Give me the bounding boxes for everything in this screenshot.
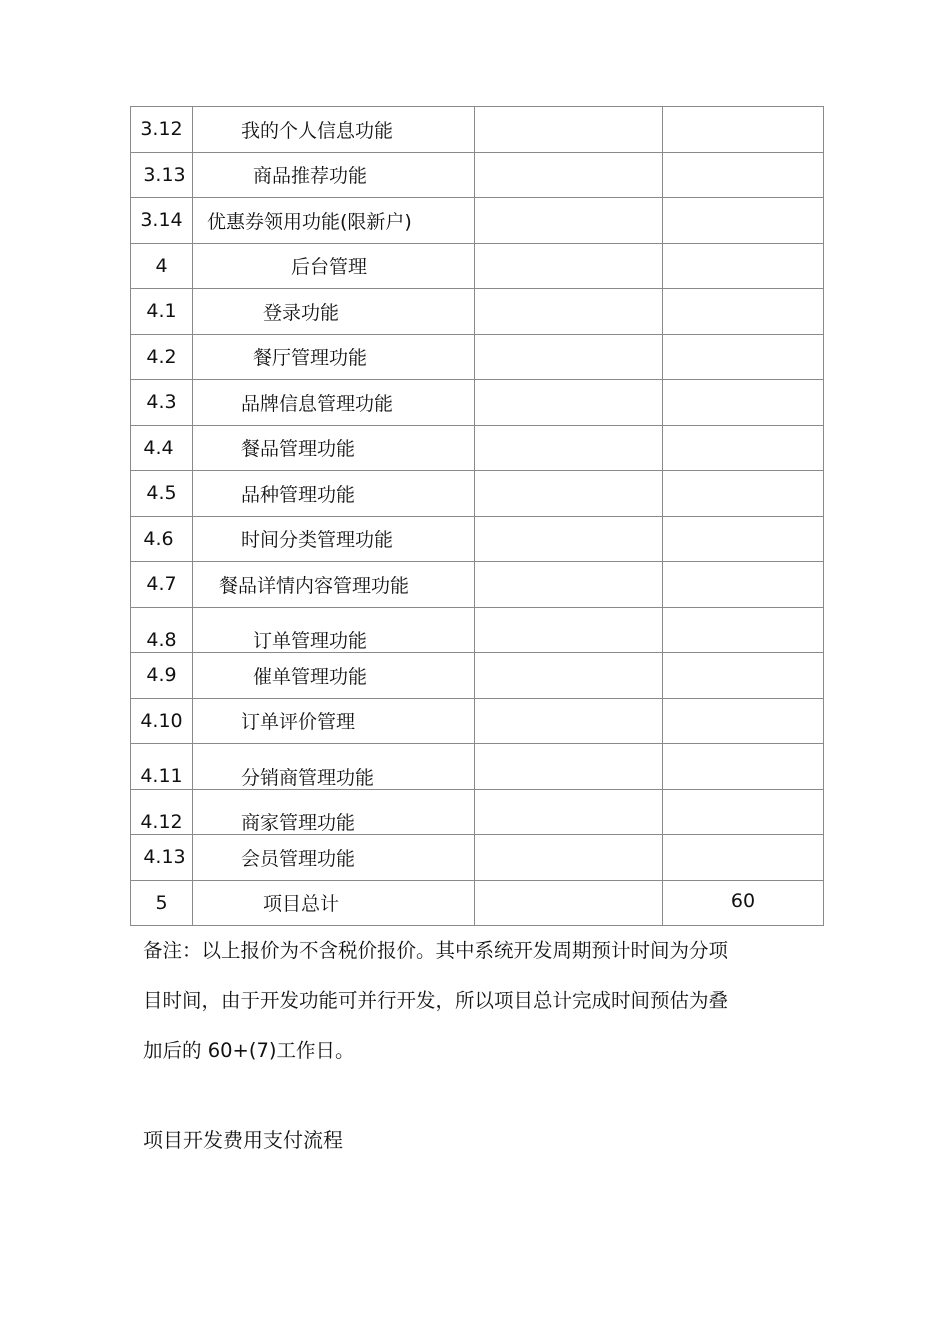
days-cell xyxy=(663,835,824,881)
duration-cell xyxy=(475,744,663,790)
days-cell xyxy=(663,562,824,608)
duration-cell xyxy=(475,198,663,244)
row-number-cell xyxy=(131,880,193,926)
function-name-cell xyxy=(193,653,475,699)
row-number-cell xyxy=(131,425,193,471)
days-value: 60 xyxy=(730,889,756,912)
quotation-table xyxy=(130,106,824,926)
remark-line-1: 备注：以上报价为不含税价报价。其中系统开发周期预计时间为分项 xyxy=(143,939,729,962)
row-number: 4.12 xyxy=(140,810,183,833)
duration-cell xyxy=(475,835,663,881)
row-number: 5 xyxy=(155,891,168,914)
duration-cell xyxy=(475,471,663,517)
row-number: 4.8 xyxy=(146,628,177,651)
row-number: 4.10 xyxy=(140,709,183,732)
row-number: 3.14 xyxy=(140,209,183,232)
row-number-cell xyxy=(131,744,193,790)
function-name-cell xyxy=(193,152,475,198)
function-name-cell xyxy=(193,289,475,335)
table-row xyxy=(131,516,824,562)
function-name-cell xyxy=(193,380,475,426)
table-row xyxy=(131,835,824,881)
function-name: 项目总计 xyxy=(263,893,340,916)
row-number-cell xyxy=(131,471,193,517)
table-row xyxy=(131,334,824,380)
function-name-cell xyxy=(193,789,475,835)
function-name-cell xyxy=(193,835,475,881)
function-name: 餐品管理功能 xyxy=(241,438,356,461)
duration-cell xyxy=(475,289,663,335)
row-number: 4.2 xyxy=(146,345,177,368)
duration-cell xyxy=(475,789,663,835)
function-name-cell xyxy=(193,744,475,790)
row-number: 4.3 xyxy=(146,391,177,414)
table-row xyxy=(131,607,824,653)
function-name-cell xyxy=(193,607,475,653)
days-cell xyxy=(663,607,824,653)
function-name: 时间分类管理功能 xyxy=(241,529,394,552)
row-number: 4.11 xyxy=(140,765,183,788)
table-row xyxy=(131,380,824,426)
days-cell xyxy=(663,789,824,835)
function-name-cell xyxy=(193,880,475,926)
days-cell xyxy=(663,152,824,198)
days-cell xyxy=(663,334,824,380)
function-name-cell xyxy=(193,198,475,244)
function-name: 会员管理功能 xyxy=(241,847,356,870)
row-number-cell xyxy=(131,152,193,198)
function-name: 餐品详情内容管理功能 xyxy=(219,574,410,597)
days-cell xyxy=(663,425,824,471)
days-cell xyxy=(663,107,824,153)
duration-cell xyxy=(475,334,663,380)
function-name: 商品推荐功能 xyxy=(253,165,368,188)
days-cell xyxy=(663,243,824,289)
duration-cell xyxy=(475,243,663,289)
row-number-cell xyxy=(131,289,193,335)
table-row xyxy=(131,744,824,790)
table-row xyxy=(131,198,824,244)
duration-cell xyxy=(475,107,663,153)
row-number: 3.12 xyxy=(140,118,183,141)
days-cell xyxy=(663,380,824,426)
function-name: 催单管理功能 xyxy=(253,665,368,688)
function-name: 品种管理功能 xyxy=(241,483,356,506)
remark-note xyxy=(143,926,793,1076)
function-name: 分销商管理功能 xyxy=(241,766,375,789)
days-cell xyxy=(663,880,824,926)
remark-line-3: 加后的 60+(7)工作日。 xyxy=(143,1039,355,1062)
row-number: 4.6 xyxy=(143,527,174,550)
remark-line-2: 目时间，由于开发功能可并行开发，所以项目总计完成时间预估为叠 xyxy=(143,989,729,1012)
days-cell xyxy=(663,516,824,562)
function-name: 后台管理 xyxy=(291,256,368,279)
row-number: 4.7 xyxy=(146,573,177,596)
quotation-table-body xyxy=(131,107,824,926)
row-number-cell xyxy=(131,607,193,653)
function-name-cell xyxy=(193,243,475,289)
duration-cell xyxy=(475,380,663,426)
duration-cell xyxy=(475,653,663,699)
row-number: 4.4 xyxy=(143,436,174,459)
row-number: 4 xyxy=(155,254,168,277)
function-name-cell xyxy=(193,471,475,517)
days-cell xyxy=(663,289,824,335)
table-row xyxy=(131,289,824,335)
table-row xyxy=(131,653,824,699)
row-number-cell xyxy=(131,107,193,153)
section-title-payment-process: 项目开发费用支付流程 xyxy=(143,1128,343,1152)
row-number-cell xyxy=(131,653,193,699)
function-name: 品牌信息管理功能 xyxy=(241,392,394,415)
function-name: 商家管理功能 xyxy=(241,812,356,835)
row-number-cell xyxy=(131,334,193,380)
row-number-cell xyxy=(131,380,193,426)
table-row xyxy=(131,789,824,835)
function-name: 餐厅管理功能 xyxy=(253,347,368,370)
table-row xyxy=(131,152,824,198)
function-name-cell xyxy=(193,107,475,153)
duration-cell xyxy=(475,698,663,744)
row-number-cell xyxy=(131,789,193,835)
table-row xyxy=(131,107,824,153)
table-row xyxy=(131,243,824,289)
row-number-cell xyxy=(131,516,193,562)
row-number-cell xyxy=(131,562,193,608)
function-name-cell xyxy=(193,334,475,380)
days-cell xyxy=(663,653,824,699)
row-number: 4.5 xyxy=(146,482,177,505)
row-number-cell xyxy=(131,243,193,289)
row-number-cell xyxy=(131,698,193,744)
function-name-cell xyxy=(193,562,475,608)
row-number: 4.1 xyxy=(146,300,177,323)
function-name-cell xyxy=(193,516,475,562)
table-row xyxy=(131,880,824,926)
function-name: 我的个人信息功能 xyxy=(241,119,394,142)
row-number: 3.13 xyxy=(143,163,186,186)
days-cell xyxy=(663,198,824,244)
row-number: 4.13 xyxy=(143,846,186,869)
function-name-cell xyxy=(193,425,475,471)
function-name: 登录功能 xyxy=(263,301,340,324)
row-number-cell xyxy=(131,198,193,244)
function-name-cell xyxy=(193,698,475,744)
duration-cell xyxy=(475,516,663,562)
duration-cell xyxy=(475,562,663,608)
function-name: 订单评价管理 xyxy=(241,711,356,734)
row-number-cell xyxy=(131,835,193,881)
table-row xyxy=(131,471,824,517)
days-cell xyxy=(663,744,824,790)
duration-cell xyxy=(475,425,663,471)
table-row xyxy=(131,698,824,744)
duration-cell xyxy=(475,152,663,198)
table-row xyxy=(131,425,824,471)
function-name: 订单管理功能 xyxy=(253,630,368,653)
days-cell xyxy=(663,471,824,517)
function-name: 优惠券领用功能(限新户) xyxy=(207,210,412,233)
row-number: 4.9 xyxy=(146,664,177,687)
table-row xyxy=(131,562,824,608)
days-cell xyxy=(663,698,824,744)
duration-cell xyxy=(475,880,663,926)
duration-cell xyxy=(475,607,663,653)
